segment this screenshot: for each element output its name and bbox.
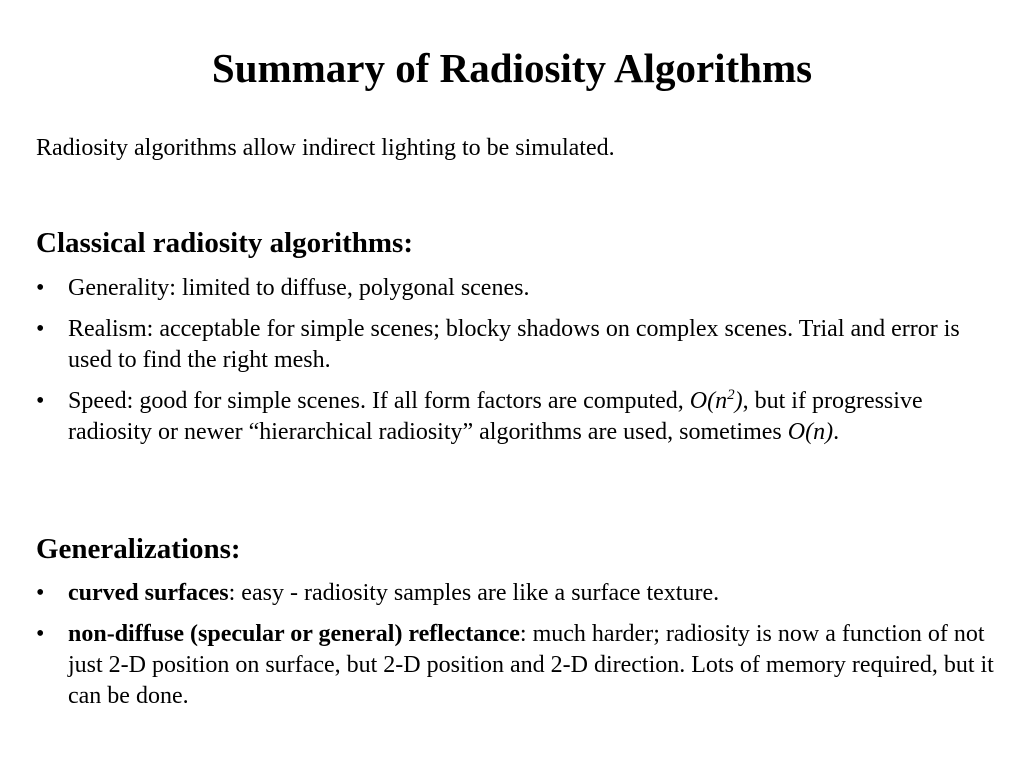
section-heading-classical: Classical radiosity algorithms: bbox=[36, 227, 413, 259]
complexity-quadratic-close: ) bbox=[734, 388, 743, 414]
bullet-marker: • bbox=[36, 621, 45, 647]
generalizations-bullet-list bbox=[36, 578, 996, 722]
section-heading-generalizations: Generalizations: bbox=[36, 533, 241, 565]
bullet-speed bbox=[36, 386, 996, 448]
intro-text: Radiosity algorithms allow indirect lighting to be simulated. bbox=[36, 135, 615, 161]
non-diffuse-term: non-diffuse (specular or general) reflectance bbox=[68, 621, 520, 647]
curved-surfaces-description: : easy - radiosity samples are like a surface texture. bbox=[228, 580, 720, 606]
realism-text: Realism: acceptable for simple scenes; blocky shadows on complex scenes. Trial and error is used to find the right mesh. bbox=[68, 316, 960, 373]
bullet-marker: • bbox=[36, 388, 45, 414]
non-diffuse-description: : much harder; radiosity is now a function of not just 2-D position on surface, but 2-D position and 2-D direction. Lots of memory required, but it can be done. bbox=[68, 621, 994, 709]
complexity-quadratic bbox=[690, 388, 743, 414]
bullet-marker: • bbox=[36, 275, 45, 301]
curved-surfaces-term: curved surfaces bbox=[68, 580, 229, 606]
complexity-linear: O(n) bbox=[787, 419, 834, 445]
speed-text-before: Speed: good for simple scenes. If all form factors are computed, bbox=[68, 388, 690, 414]
generality-text: Generality: limited to diffuse, polygonal scenes. bbox=[68, 275, 530, 301]
complexity-quadratic-base: O(n bbox=[689, 388, 728, 414]
bullet-generality bbox=[36, 273, 996, 304]
bullet-marker: • bbox=[36, 316, 45, 342]
speed-text-end: . bbox=[833, 419, 840, 445]
bullet-marker: • bbox=[36, 580, 45, 606]
complexity-quadratic-exponent: 2 bbox=[727, 387, 735, 403]
bullet-realism bbox=[36, 314, 996, 376]
bullet-non-diffuse bbox=[36, 619, 996, 712]
classical-bullet-list bbox=[36, 273, 996, 458]
speed-text-middle: , but if progressive radiosity or newer “hierarchical radiosity” algorithms are used, sometimes bbox=[68, 388, 923, 445]
bullet-curved-surfaces bbox=[36, 578, 996, 609]
slide-title: Summary of Radiosity Algorithms bbox=[211, 45, 813, 91]
